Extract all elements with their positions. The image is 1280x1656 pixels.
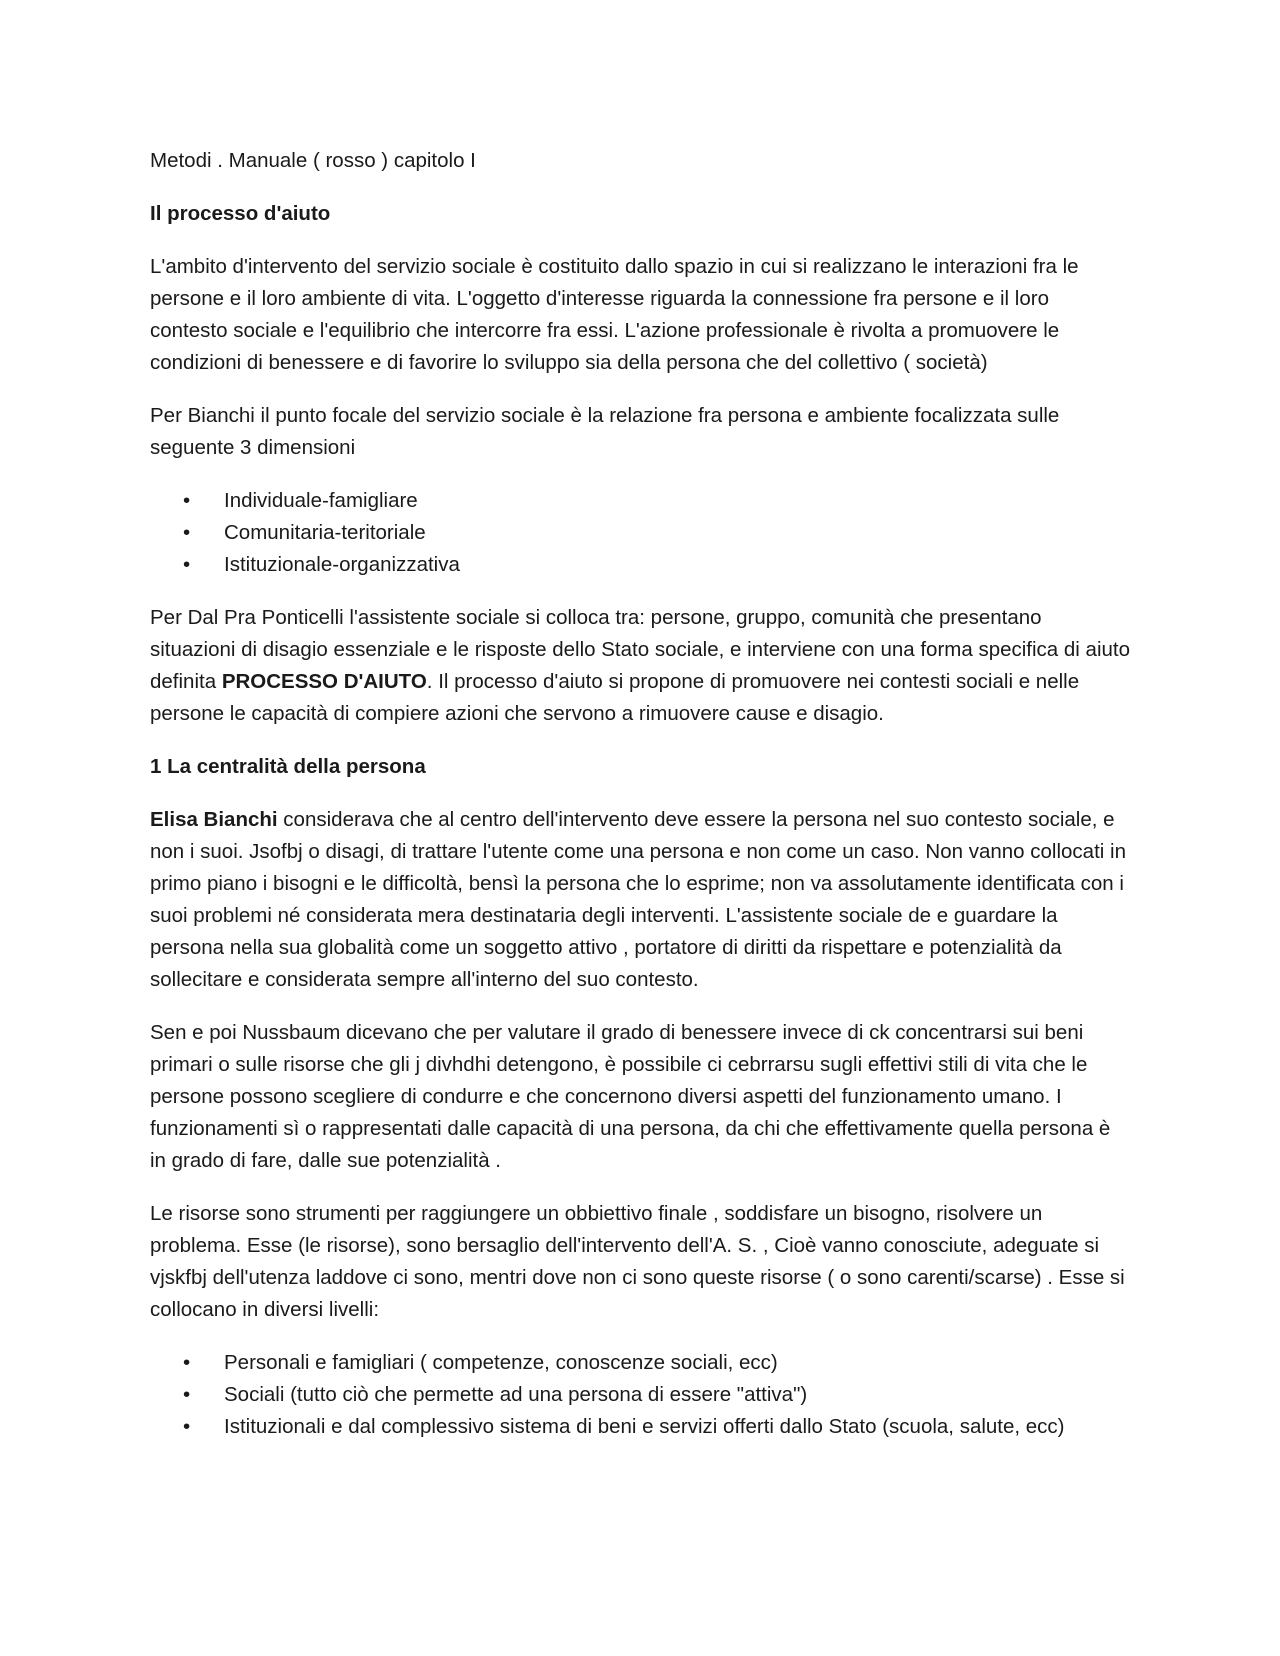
heading-processo-aiuto: Il processo d'aiuto bbox=[150, 202, 331, 225]
paragraph-ambito-intervento: L'ambito d'intervento del servizio sociale è costituito dallo spazio in cui si realizzano le interazioni fra le persone e il loro ambiente di vita. L'oggetto d'interesse riguarda la connessione fra persone e il loro contesto sociale e l'equilibrio che intercorre fra essi. L'azione professionale è rivolta a promuovere le condizioni di benessere e di favorire lo sviluppo sia della persona che del collettivo ( società) bbox=[150, 255, 1079, 374]
list-livelli-risorse bbox=[150, 1347, 1130, 1443]
document-page bbox=[150, 145, 1130, 1464]
term-processo-aiuto: PROCESSO D'AIUTO bbox=[221, 670, 427, 693]
bullet-icon: • bbox=[183, 521, 191, 544]
list-item: • Istituzionale-organizzativa bbox=[150, 549, 1130, 581]
list-item: • Personali e famigliari ( competenze, conoscenze sociali, ecc) bbox=[150, 1347, 1130, 1379]
bullet-icon: • bbox=[183, 489, 191, 512]
bullet-icon: • bbox=[183, 553, 191, 576]
heading-centralita-persona: 1 La centralità della persona bbox=[150, 755, 426, 778]
list-item: • Istituzionali e dal complessivo sistema di beni e servizi offerti dallo Stato (scuola, salute, ecc) bbox=[150, 1411, 1130, 1443]
list-item: • Individuale-famigliare bbox=[150, 485, 1130, 517]
paragraph-elisa-bianchi: Elisa Bianchi considerava che al centro dell'intervento deve essere la persona nel suo contesto sociale, e non i suoi. Jsofbj o disagi, di trattare l'utente come una persona e non come un caso. Non vanno collocati in primo piano i bisogni e le difficoltà, bensì la persona che lo esprime; non va assolutamente identificata con i suoi problemi né considerata mera destinataria degli interventi. L'assistente sociale de e guardare la persona nella sua globalità come un soggetto attivo , portatore di diritti da rispettare e potenzialità da sollecitare e considerata sempre all'interno del suo contesto. bbox=[150, 808, 1126, 991]
paragraph-bianchi-dimensioni: Per Bianchi il punto focale del servizio sociale è la relazione fra persona e ambiente focalizzata sulle seguente 3 dimensioni bbox=[150, 404, 1060, 459]
paragraph-dal-pra-ponticelli: Per Dal Pra Ponticelli l'assistente sociale si colloca tra: persone, gruppo, comunità che presentano situazioni di disagio essenziale e le risposte dello Stato sociale, e interviene con una forma specifica di aiuto definita PROCESSO D'AIUTO. Il processo d'aiuto si propone di promuovere nei contesti sociali e nelle persone le capacità di compiere azioni che servono a rimuovere cause e disagio. bbox=[150, 606, 1131, 725]
list-item: • Sociali (tutto ciò che permette ad una persona di essere "attiva") bbox=[150, 1379, 1130, 1411]
paragraph-risorse: Le risorse sono strumenti per raggiungere un obbiettivo finale , soddisfare un bisogno, risolvere un problema. Esse (le risorse), sono bersaglio dell'intervento dell'A. S. , Cioè vanno conosciute, adeguate si vjskfbj dell'utenza laddove ci sono, mentri dove non ci sono queste risorse ( o sono carenti/scarse) . Esse si collocano in diversi livelli: bbox=[150, 1202, 1125, 1321]
bullet-icon: • bbox=[183, 1415, 191, 1438]
name-elisa-bianchi: Elisa Bianchi bbox=[150, 808, 278, 831]
list-dimensioni bbox=[150, 485, 1130, 581]
bullet-icon: • bbox=[183, 1351, 191, 1374]
paragraph-sen-nussbaum: Sen e poi Nussbaum dicevano che per valutare il grado di benessere invece di ck concentrarsi sui beni primari o sulle risorse che gli j divhdhi detengono, è possibile ci cebrrarsu sugli effettivi stili di vita che le persone possono scegliere di condurre e che concernono diversi aspetti del funzionamento umano. I funzionamenti sì o rappresentati dalle capacità di una persona, da chi che effettivamente quella persona è in grado di fare, dalle sue potenzialità . bbox=[150, 1021, 1111, 1172]
document-title: Metodi . Manuale ( rosso ) capitolo I bbox=[150, 149, 476, 172]
list-item: • Comunitaria-teritoriale bbox=[150, 517, 1130, 549]
bullet-icon: • bbox=[183, 1383, 191, 1406]
